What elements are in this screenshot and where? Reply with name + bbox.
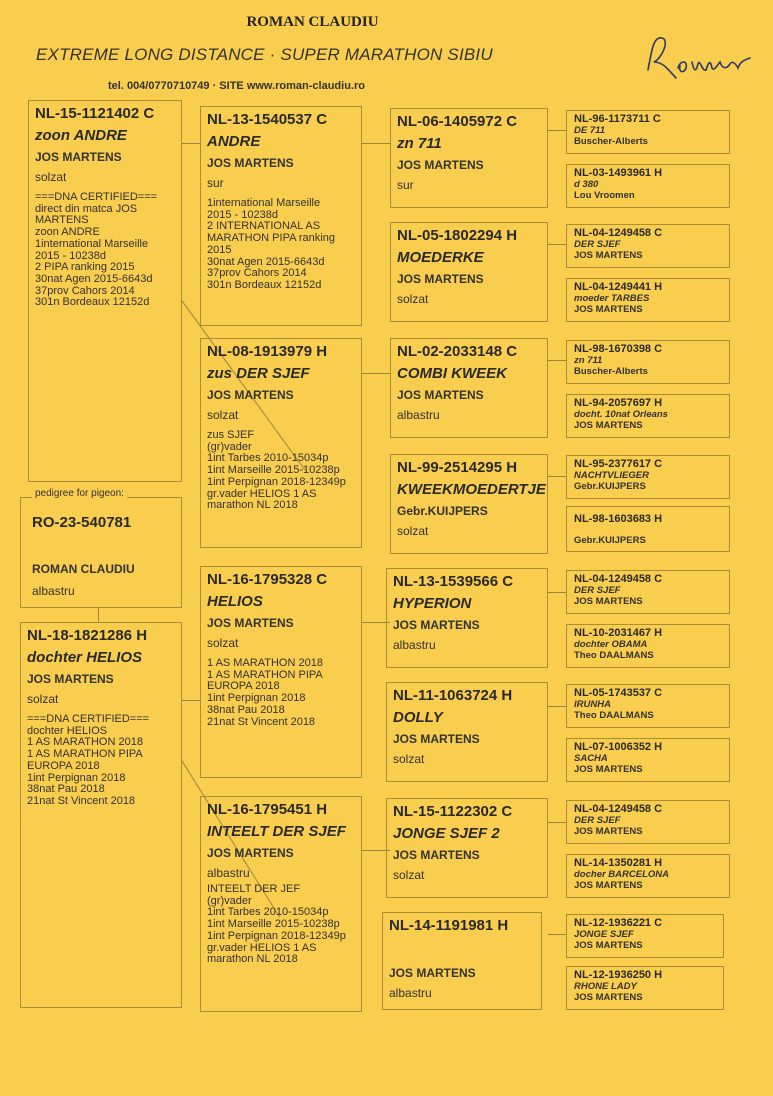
ggp-ring: NL-99-2514295 H [397,459,518,476]
breeder-name: ROMAN CLAUDIU [246,14,379,30]
subject-ring: RO-23-540781 [32,514,132,531]
note-line: zus SJEF [207,429,255,441]
note-line: 1int Perpignan 2018-12349p [207,929,346,942]
dam-notes [27,714,175,808]
ggp-name: HYPERION [393,595,472,612]
ggg-ring: NL-07-1006352 H [574,741,663,753]
note-line: (gr)vader [207,894,252,907]
grandparent-color: solzat [207,636,239,650]
dam-color: solzat [27,692,59,706]
grandparent-ring: NL-13-1540537 C [207,111,328,128]
note-line: 2 INTERNATIONAL AS [207,220,321,233]
grandparent-name: INTEELT DER SJEF [207,823,346,840]
great-grandparent-box [390,338,548,438]
note-line: ===DNA CERTIFIED=== [35,191,158,203]
ggp-color: albastru [397,408,440,422]
note-line: INTEELT DER JEF [207,883,301,895]
ggg-breeder: Theo DAALMANS [574,650,654,661]
great-grandparent-box [390,222,548,322]
grandparent-ring: NL-16-1795451 H [207,801,328,818]
ggp-breeder: JOS MARTENS [393,618,480,632]
grandparent-notes [207,884,355,966]
ggg-ring: NL-98-1603683 H [574,513,663,525]
note-line: (gr)vader [207,440,252,453]
ggg-ring: NL-12-1936250 H [574,969,663,981]
ggg-breeder: JOS MARTENS [574,304,643,315]
ggg-box [566,738,730,782]
ggg-box [566,966,724,1010]
ggp-breeder: JOS MARTENS [397,272,484,286]
ggg-name: SACHA [574,753,608,764]
note-line: 1int Tarbes 2010-15034p [207,452,329,465]
ggg-box [566,800,730,844]
note-line: 30nat Agen 2015-6643d [207,255,325,268]
ggp-ring: NL-06-1405972 C [397,113,518,130]
ggp-color: solzat [397,292,429,306]
ggp-color: solzat [393,868,425,882]
ggg-breeder: Lou Vroomen [574,190,635,201]
ggg-name: DE 711 [574,125,605,136]
grandparent-box [200,106,362,326]
ggg-name: DER SJEF [574,815,621,826]
ggg-breeder: JOS MARTENS [574,992,643,1003]
ggg-name: dochter OBAMA [574,639,648,650]
ggp-color: albastru [393,638,436,652]
ggp-name: JONGE SJEF 2 [393,825,500,842]
ggg-breeder: Gebr.KUIJPERS [574,535,646,546]
ggg-box [566,455,730,499]
ggg-breeder: JOS MARTENS [574,764,643,775]
note-line: 301n Bordeaux 12152d [207,278,322,291]
ggg-ring: NL-95-2377617 C [574,458,663,470]
sire-ring: NL-15-1121402 C [35,105,155,122]
ggg-ring: NL-03-1493961 H [574,167,663,179]
ggp-ring: NL-13-1539566 C [393,573,514,590]
ggg-box [566,164,730,208]
ggg-breeder: JOS MARTENS [574,940,643,951]
note-line: zoon ANDRE [35,226,100,239]
ggp-color: sur [397,178,414,192]
note-line: 2 PIPA ranking 2015 [35,261,135,274]
note-line: 2015 - 10238d [207,208,278,221]
ggg-ring: NL-04-1249458 C [574,227,663,239]
note-line: 1int Tarbes 2010-15034p [207,906,329,919]
ggg-breeder: JOS MARTENS [574,826,643,837]
grandparent-color: sur [207,176,224,190]
grandparent-ring: NL-16-1795328 C [207,571,328,588]
ggg-ring: NL-04-1249458 C [574,803,663,815]
ggg-box [566,570,730,614]
dam-box [20,622,182,1008]
note-line: 1 AS MARATHON 2018 [27,736,143,749]
note-line: MARATHON PIPA ranking [207,232,335,245]
note-line: direct din matca JOS [35,202,138,215]
ggg-ring: NL-98-1670398 C [574,343,663,355]
subject-owner: ROMAN CLAUDIU [32,562,135,576]
ggp-name: MOEDERKE [397,249,484,266]
ggg-box [566,340,730,384]
ggp-ring: NL-05-1802294 H [397,227,518,244]
ggg-ring: NL-04-1249441 H [574,281,663,293]
signature-image [640,28,760,84]
dam-ring: NL-18-1821286 H [27,627,148,644]
ggg-ring: NL-14-1350281 H [574,857,663,869]
ggg-box [566,278,730,322]
ggg-breeder: JOS MARTENS [574,420,643,431]
note-line: EUROPA 2018 [27,759,100,772]
great-grandparent-box [382,912,542,1010]
ggg-name: DER SJEF [574,239,621,250]
ggp-name: zn 711 [397,135,442,152]
note-line: 1international Marseille [35,237,149,250]
ggp-breeder: Gebr.KUIJPERS [397,504,488,518]
ggp-breeder: JOS MARTENS [389,966,476,980]
note-line: 1int Marseille 2015-10238p [207,464,340,477]
sire-name: zoon ANDRE [35,127,127,144]
great-grandparent-box [390,454,548,554]
ggg-box [566,684,730,728]
header-subtitle: EXTREME LONG DISTANCE · SUPER MARATHON SIBIU [36,45,493,64]
note-line: 38nat Pau 2018 [27,783,105,796]
dam-name: dochter HELIOS [27,649,143,666]
ggg-ring: NL-05-1743537 C [574,687,663,699]
ggp-color: solzat [393,752,425,766]
note-line: 1int Marseille 2015-10238p [207,918,340,931]
sire-notes [35,192,175,309]
note-line: marathon NL 2018 [207,953,298,966]
ggg-name: docher BARCELONA [574,869,670,880]
great-grandparent-box [386,682,548,782]
ggg-ring: NL-94-2057697 H [574,397,663,409]
grandparent-name: HELIOS [207,593,263,610]
note-line: dochter HELIOS [27,724,108,737]
note-line: 301n Bordeaux 12152d [35,296,150,309]
pedigree-label: pedigree for pigeon: [32,488,127,499]
grandparent-breeder: JOS MARTENS [207,616,294,630]
subject-color: albastru [32,584,75,598]
ggp-name: KWEEKMOEDERTJE [397,481,546,498]
ggg-name: IRUNHA [574,699,611,710]
ggp-breeder: JOS MARTENS [397,158,484,172]
ggg-breeder: JOS MARTENS [574,250,643,261]
grandparent-breeder: JOS MARTENS [207,846,294,860]
ggg-name: docht. 10nat Orleans [574,409,668,420]
sire-breeder: JOS MARTENS [35,150,122,164]
ggg-box [566,506,730,552]
ggp-ring: NL-15-1122302 C [393,803,513,820]
note-line: 37prov Cahors 2014 [207,267,307,280]
ggg-ring: NL-12-1936221 C [574,917,663,929]
note-line: 30nat Agen 2015-6643d [35,272,153,285]
note-line: 2015 - 10238d [35,249,106,262]
sire-box [28,100,182,482]
grandparent-box [200,338,362,548]
note-line: 1 AS MARATHON PIPA [27,748,143,761]
note-line: 1 AS MARATHON 2018 [207,657,323,669]
ggg-box [566,394,730,438]
ggg-box [566,914,724,958]
great-grandparent-box [386,798,548,898]
note-line: 1 AS MARATHON PIPA [207,668,323,681]
ggp-name: COMBI KWEEK [397,365,507,382]
ggg-breeder: Buscher-Alberts [574,136,648,147]
ggp-color: albastru [389,986,432,1000]
ggg-breeder: JOS MARTENS [574,596,643,607]
dam-breeder: JOS MARTENS [27,672,114,686]
grandparent-color: solzat [207,408,239,422]
ggg-name: JONGE SJEF [574,929,634,940]
ggp-ring: NL-02-2033148 C [397,343,518,360]
ggg-ring: NL-10-2031467 H [574,627,663,639]
note-line: 21nat St Vincent 2018 [27,794,136,807]
note-line: gr.vader HELIOS 1 AS [207,941,317,954]
grandparent-ring: NL-08-1913979 H [207,343,328,360]
grandparent-notes [207,198,355,292]
great-grandparent-box [390,108,548,208]
grandparent-notes [207,658,355,728]
grandparent-box [200,566,362,778]
ggg-breeder: JOS MARTENS [574,880,643,891]
note-line: ===DNA CERTIFIED=== [27,713,150,725]
ggg-name: moeder TARBES [574,293,650,304]
ggg-name: d 380 [574,179,599,190]
ggp-breeder: JOS MARTENS [393,848,480,862]
sire-color: solzat [35,170,67,184]
ggg-ring: NL-96-1173711 C [574,113,661,125]
ggp-breeder: JOS MARTENS [393,732,480,746]
note-line: gr.vader HELIOS 1 AS [207,487,317,500]
note-line: marathon NL 2018 [207,499,298,512]
note-line: 38nat Pau 2018 [207,703,285,716]
ggg-breeder: Gebr.KUIJPERS [574,481,646,492]
grandparent-box [200,796,362,1012]
ggg-ring: NL-04-1249458 C [574,573,663,585]
ggg-name: RHONE LADY [574,981,637,992]
ggg-name: zn 711 [574,355,603,366]
ggg-breeder: Theo DAALMANS [574,710,654,721]
note-line: 1international Marseille [207,197,321,209]
ggp-color: solzat [397,524,429,538]
note-line: EUROPA 2018 [207,680,280,693]
ggg-box [566,224,730,268]
ggg-name: DER SJEF [574,585,621,596]
note-line: 1int Perpignan 2018 [207,692,306,705]
ggg-box [566,110,730,154]
note-line: 37prov Cahors 2014 [35,284,135,297]
ggp-ring: NL-14-1191981 H [389,917,509,934]
note-line: 1int Perpignan 2018 [27,771,126,784]
great-grandparent-box [386,568,548,668]
ggg-box [566,624,730,668]
ggg-name: NACHTVLIEGER [574,470,649,481]
ggp-ring: NL-11-1063724 H [393,687,513,704]
grandparent-breeder: JOS MARTENS [207,156,294,170]
ggp-name: DOLLY [393,709,443,726]
grandparent-name: zus DER SJEF [207,365,310,382]
note-line: MARTENS [35,214,89,227]
note-line: 1int Perpignan 2018-12349p [207,475,346,488]
ggg-box [566,854,730,898]
ggp-breeder: JOS MARTENS [397,388,484,402]
grandparent-name: ANDRE [207,133,261,150]
grandparent-color: albastru [207,866,250,880]
note-line: 21nat St Vincent 2018 [207,715,316,728]
ggg-breeder: Buscher-Alberts [574,366,648,377]
note-line: 2015 [207,243,232,256]
header-contact: tel. 004/0770710749 · SITE www.roman-claudiu.ro [108,80,365,92]
grandparent-notes [207,430,355,512]
grandparent-breeder: JOS MARTENS [207,388,294,402]
